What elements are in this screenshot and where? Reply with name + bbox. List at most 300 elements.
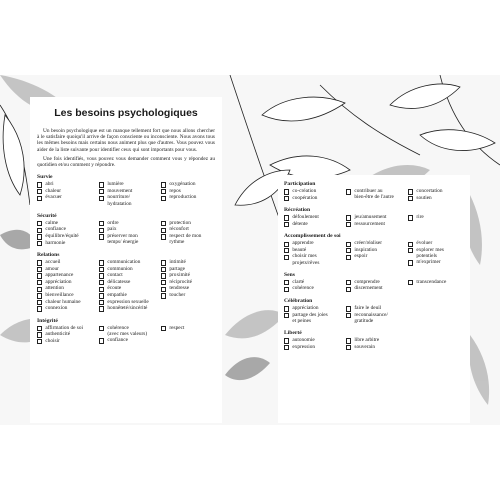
- need-item[interactable]: [284, 337, 346, 344]
- checkbox[interactable]: [99, 267, 104, 272]
- checkbox[interactable]: [284, 280, 289, 285]
- needs-section: [284, 233, 464, 266]
- checkbox[interactable]: [408, 196, 413, 201]
- need-item[interactable]: [37, 338, 99, 345]
- checkbox[interactable]: [408, 260, 413, 265]
- need-item[interactable]: [37, 331, 99, 338]
- leaf-outline: [262, 97, 345, 121]
- needs-column: [161, 220, 223, 246]
- need-label: réciprocité: [169, 278, 193, 285]
- need-label: expression sexuelle: [107, 298, 149, 305]
- needs-grid: [37, 325, 215, 345]
- need-label: préserver mon temps/ énergie: [107, 232, 139, 246]
- needs-column: [99, 220, 161, 246]
- need-label: autonomie: [292, 337, 315, 344]
- checkbox[interactable]: [99, 221, 104, 226]
- need-label: souverain: [354, 343, 375, 350]
- checkbox[interactable]: [161, 196, 166, 201]
- leaf-outline: [3, 115, 24, 195]
- checkbox[interactable]: [37, 287, 42, 292]
- need-item[interactable]: [99, 272, 161, 279]
- need-item[interactable]: [346, 253, 408, 260]
- need-label: jeu/amusement: [354, 214, 387, 221]
- need-item[interactable]: [284, 221, 346, 228]
- checkbox[interactable]: [284, 255, 289, 260]
- needs-column: [99, 259, 161, 312]
- need-label: paix: [107, 226, 117, 233]
- need-label: apprendre: [292, 240, 314, 247]
- need-item[interactable]: [161, 266, 223, 273]
- need-label: calme: [45, 219, 59, 226]
- needs-column: [408, 214, 470, 227]
- need-item[interactable]: [37, 226, 99, 233]
- needs-section: [284, 298, 464, 324]
- need-label: toucher: [169, 291, 186, 298]
- left-needs-list: [37, 174, 215, 344]
- need-item[interactable]: [284, 188, 346, 195]
- checkbox[interactable]: [99, 182, 104, 187]
- need-label: partage des joies et peines: [292, 311, 328, 324]
- need-label: appréciation: [45, 278, 72, 285]
- need-item[interactable]: [99, 325, 161, 337]
- need-label: expression: [292, 343, 316, 350]
- need-item[interactable]: [37, 285, 99, 292]
- checkbox[interactable]: [284, 248, 289, 253]
- checkbox[interactable]: [284, 196, 289, 201]
- need-item[interactable]: [37, 279, 99, 286]
- needs-column: [284, 214, 346, 227]
- needs-column: [161, 259, 223, 312]
- checkbox[interactable]: [408, 215, 413, 220]
- need-label: contribuer au bien-être de l'autre: [354, 188, 394, 201]
- need-item[interactable]: [37, 233, 99, 240]
- needs-column: [346, 337, 408, 350]
- checkbox[interactable]: [99, 300, 104, 305]
- need-item[interactable]: [37, 194, 99, 201]
- need-label: protection: [169, 219, 191, 226]
- need-label: empathie: [107, 291, 127, 298]
- need-item[interactable]: [408, 279, 470, 286]
- need-item[interactable]: [37, 299, 99, 306]
- need-label: harmonie: [45, 239, 66, 246]
- checkbox[interactable]: [284, 189, 289, 194]
- checkbox[interactable]: [346, 215, 351, 220]
- need-item[interactable]: [161, 272, 223, 279]
- need-label: communion: [107, 265, 133, 272]
- checkbox[interactable]: [37, 273, 42, 278]
- checkbox[interactable]: [37, 300, 42, 305]
- need-item[interactable]: [284, 279, 346, 286]
- checkbox[interactable]: [99, 280, 104, 285]
- need-item[interactable]: [99, 299, 161, 306]
- checkbox[interactable]: [161, 293, 166, 298]
- checkbox[interactable]: [161, 326, 166, 331]
- checkbox[interactable]: [346, 338, 351, 343]
- checkbox[interactable]: [37, 293, 42, 298]
- leaf-shaded: [225, 310, 285, 338]
- need-label: amour: [45, 265, 59, 272]
- need-label: rire: [416, 214, 424, 221]
- needs-column: [37, 181, 99, 207]
- need-label: proximité: [169, 272, 190, 279]
- need-item[interactable]: [346, 247, 408, 254]
- needs-section: [284, 181, 464, 201]
- need-item[interactable]: [346, 285, 408, 292]
- needs-section: [284, 330, 464, 350]
- need-item[interactable]: [99, 266, 161, 273]
- checkbox[interactable]: [37, 241, 42, 246]
- need-label: co-création: [292, 188, 317, 194]
- need-label: appréciation: [292, 305, 319, 312]
- need-label: beauté: [292, 246, 307, 253]
- need-item[interactable]: [99, 279, 161, 286]
- need-label: faire le deuil: [354, 305, 382, 312]
- need-label: authenticité: [45, 331, 71, 338]
- checkbox[interactable]: [99, 196, 104, 201]
- checkbox[interactable]: [346, 345, 351, 350]
- needs-grid: [37, 220, 215, 246]
- need-label: discernement: [354, 285, 383, 292]
- checkbox[interactable]: [161, 260, 166, 265]
- need-item[interactable]: [408, 195, 470, 202]
- need-label: ressourcement: [354, 220, 385, 227]
- needs-section: [37, 174, 215, 207]
- need-item[interactable]: [346, 312, 408, 324]
- checkbox[interactable]: [161, 182, 166, 187]
- need-label: intimité: [169, 259, 186, 266]
- checkbox[interactable]: [37, 332, 42, 337]
- need-label: lumière: [107, 181, 124, 188]
- checkbox[interactable]: [99, 260, 104, 265]
- need-label: évoluer: [416, 240, 433, 247]
- need-item[interactable]: [284, 214, 346, 221]
- checkbox[interactable]: [284, 345, 289, 350]
- checkbox[interactable]: [37, 326, 42, 331]
- need-item[interactable]: [408, 214, 470, 221]
- need-item[interactable]: [284, 195, 346, 202]
- need-label: défoulement: [292, 214, 319, 221]
- needs-grid: [284, 214, 464, 227]
- intro-paragraph: Un besoin psychologique est un manque tellement fort que nous allons chercher à le satisfaire quoiqu'il arrive de façon consciente ou inconsciente. Nous avons tous les mêmes besoins mais certains nous animent plus que d'autres. Vous pouvez vous aider de la liste suivante pour identifier ceux qui sont importants pour vous.: [37, 128, 215, 153]
- checkbox[interactable]: [346, 255, 351, 260]
- section-title: Relations: [37, 252, 60, 259]
- need-item[interactable]: [284, 312, 346, 324]
- section-title: Sens: [284, 271, 295, 278]
- checkbox[interactable]: [284, 287, 289, 292]
- need-label: mouvement: [107, 187, 133, 194]
- checkbox[interactable]: [161, 267, 166, 272]
- checkbox[interactable]: [161, 221, 166, 226]
- checkbox[interactable]: [346, 189, 351, 194]
- needs-section: [37, 252, 215, 312]
- needs-column: [346, 188, 408, 201]
- need-item[interactable]: [99, 292, 161, 299]
- need-item[interactable]: [161, 194, 223, 201]
- need-item[interactable]: [37, 188, 99, 195]
- right-page: [278, 175, 470, 423]
- needs-column: [408, 337, 470, 350]
- checkbox[interactable]: [37, 228, 42, 233]
- checkbox[interactable]: [284, 313, 289, 318]
- need-label: confiance: [45, 226, 66, 233]
- need-label: abri: [45, 181, 54, 188]
- checkbox[interactable]: [99, 273, 104, 278]
- right-needs-list: [284, 181, 464, 350]
- page-title: Les besoins psychologiques: [54, 107, 198, 119]
- need-label: réconfort: [169, 226, 189, 233]
- need-item[interactable]: [408, 247, 470, 259]
- needs-column: [284, 188, 346, 201]
- needs-column: [346, 240, 408, 266]
- need-item[interactable]: [161, 292, 223, 299]
- need-item[interactable]: [161, 279, 223, 286]
- needs-grid: [284, 337, 464, 350]
- checkbox[interactable]: [99, 306, 104, 311]
- needs-column: [37, 220, 99, 246]
- need-label: explorer mes potentiels: [416, 246, 444, 260]
- checkbox[interactable]: [408, 189, 413, 194]
- needs-column: [346, 305, 408, 324]
- need-label: bienveillance: [45, 291, 74, 298]
- need-label: confiance: [107, 337, 128, 344]
- need-item[interactable]: [284, 285, 346, 292]
- needs-column: [284, 240, 346, 266]
- needs-grid: [37, 259, 215, 312]
- checkbox[interactable]: [99, 293, 104, 298]
- checkbox[interactable]: [346, 280, 351, 285]
- need-item[interactable]: [161, 325, 223, 332]
- need-item[interactable]: [37, 305, 99, 312]
- need-item[interactable]: [99, 305, 161, 312]
- checkbox[interactable]: [346, 306, 351, 311]
- need-item[interactable]: [346, 214, 408, 221]
- needs-column: [408, 240, 470, 266]
- needs-grid: [37, 181, 215, 207]
- need-item[interactable]: [408, 188, 470, 195]
- need-item[interactable]: [37, 325, 99, 332]
- checkbox[interactable]: [408, 242, 413, 247]
- needs-column: [284, 337, 346, 350]
- need-item[interactable]: [37, 292, 99, 299]
- checkbox[interactable]: [37, 267, 42, 272]
- needs-section: [37, 318, 215, 345]
- need-label: chaleur humaine: [45, 298, 81, 305]
- checkbox[interactable]: [284, 215, 289, 220]
- checkbox[interactable]: [99, 287, 104, 292]
- needs-column: [408, 305, 470, 324]
- checkbox[interactable]: [37, 182, 42, 187]
- needs-column: [161, 181, 223, 207]
- need-label: tendresse: [169, 285, 190, 292]
- need-label: détente: [292, 220, 308, 227]
- checkbox[interactable]: [37, 221, 42, 226]
- checkbox[interactable]: [408, 280, 413, 285]
- needs-column: [37, 325, 99, 345]
- needs-column: [346, 279, 408, 292]
- leaf-outline: [390, 84, 460, 108]
- need-label: délicatesse: [107, 278, 131, 285]
- need-item[interactable]: [346, 188, 408, 200]
- need-label: ordre: [107, 219, 119, 226]
- checkbox[interactable]: [37, 306, 42, 311]
- needs-grid: [284, 305, 464, 324]
- need-label: évacuer: [45, 194, 62, 201]
- need-label: respect de mon rythme: [169, 232, 202, 246]
- need-item[interactable]: [99, 226, 161, 233]
- checkbox[interactable]: [37, 189, 42, 194]
- section-title: Survie: [37, 174, 53, 181]
- need-item[interactable]: [346, 279, 408, 286]
- need-label: connexion: [45, 305, 68, 312]
- needs-column: [99, 325, 161, 345]
- need-item[interactable]: [161, 188, 223, 195]
- need-item[interactable]: [99, 337, 161, 344]
- checkbox[interactable]: [37, 339, 42, 344]
- need-item[interactable]: [99, 259, 161, 266]
- checkbox[interactable]: [346, 222, 351, 227]
- needs-grid: [284, 279, 464, 292]
- need-item[interactable]: [99, 233, 161, 245]
- need-label: reproduction: [169, 194, 197, 201]
- section-title: Sécurité: [37, 212, 57, 219]
- needs-column: [99, 181, 161, 207]
- left-page: [30, 97, 222, 423]
- need-label: soutien: [416, 194, 432, 201]
- checkbox[interactable]: [161, 234, 166, 239]
- need-item[interactable]: [37, 272, 99, 279]
- checkbox[interactable]: [161, 189, 166, 194]
- need-item[interactable]: [346, 221, 408, 228]
- book-spread: [0, 75, 500, 425]
- needs-column: [284, 279, 346, 292]
- need-label: comprendre: [354, 278, 380, 285]
- need-item[interactable]: [161, 285, 223, 292]
- needs-column: [346, 214, 408, 227]
- checkbox[interactable]: [99, 228, 104, 233]
- need-item[interactable]: [99, 194, 161, 206]
- need-label: communication: [107, 259, 141, 266]
- need-item[interactable]: [37, 259, 99, 266]
- need-label: respect: [169, 324, 185, 331]
- needs-column: [161, 325, 223, 345]
- need-item[interactable]: [37, 240, 99, 247]
- checkbox[interactable]: [346, 248, 351, 253]
- checkbox[interactable]: [37, 196, 42, 201]
- checkbox[interactable]: [161, 280, 166, 285]
- checkbox[interactable]: [37, 280, 42, 285]
- need-label: cohérence (avec mes valeurs): [107, 324, 148, 337]
- checkbox[interactable]: [99, 338, 104, 343]
- section-title: Récréation: [284, 207, 311, 214]
- need-item[interactable]: [37, 181, 99, 188]
- needs-section: [284, 207, 464, 227]
- need-label: choisir mes projets/rêves: [292, 253, 320, 266]
- checkbox[interactable]: [99, 189, 104, 194]
- checkbox[interactable]: [161, 287, 166, 292]
- need-label: chaleur: [45, 187, 61, 194]
- section-title: Intégrité: [37, 317, 58, 324]
- need-label: créer/réaliser: [354, 240, 383, 247]
- leaf-outline: [420, 130, 495, 151]
- intro-paragraph: Une fois identifiés, vous pouvez vous demander comment vous y répondez au quotidien et/ou comment y répondre.: [37, 155, 215, 169]
- need-item[interactable]: [346, 344, 408, 351]
- need-item[interactable]: [161, 226, 223, 233]
- checkbox[interactable]: [99, 234, 104, 239]
- need-label: reconnaissance/ gratitude: [354, 311, 388, 324]
- section-title: Liberté: [284, 330, 302, 337]
- need-label: coopération: [292, 194, 318, 201]
- need-item[interactable]: [161, 181, 223, 188]
- need-item[interactable]: [99, 285, 161, 292]
- need-label: contact: [107, 272, 123, 279]
- need-item[interactable]: [284, 253, 346, 265]
- need-item[interactable]: [161, 259, 223, 266]
- need-label: cohérence: [292, 285, 314, 292]
- checkbox[interactable]: [284, 222, 289, 227]
- need-item[interactable]: [408, 240, 470, 247]
- checkbox[interactable]: [346, 242, 351, 247]
- checkbox[interactable]: [99, 326, 104, 331]
- need-item[interactable]: [284, 305, 346, 312]
- need-item[interactable]: [346, 305, 408, 312]
- need-item[interactable]: [99, 181, 161, 188]
- need-label: clarté: [292, 278, 305, 285]
- checkbox[interactable]: [284, 242, 289, 247]
- need-label: équilibre/équité: [45, 232, 79, 239]
- checkbox[interactable]: [408, 248, 413, 253]
- checkbox[interactable]: [37, 234, 42, 239]
- need-label: libre arbitre: [354, 337, 380, 344]
- need-label: espoir: [354, 253, 368, 260]
- need-label: transcendance: [416, 278, 447, 285]
- leaf-dark: [225, 357, 270, 380]
- need-item[interactable]: [408, 259, 470, 266]
- need-label: choisir: [45, 337, 60, 344]
- need-label: accueil: [45, 259, 61, 266]
- leaf-shaded: [469, 335, 489, 405]
- checkbox[interactable]: [161, 273, 166, 278]
- checkbox[interactable]: [346, 313, 351, 318]
- need-label: concertation: [416, 188, 443, 194]
- checkbox[interactable]: [346, 287, 351, 292]
- need-label: affirmation de soi: [45, 324, 83, 331]
- section-title: Participation: [284, 181, 316, 187]
- need-label: appartenance: [45, 272, 74, 279]
- checkbox[interactable]: [37, 260, 42, 265]
- need-label: inspiration: [354, 246, 378, 253]
- need-item[interactable]: [346, 337, 408, 344]
- checkbox[interactable]: [161, 228, 166, 233]
- needs-column: [408, 279, 470, 292]
- need-label: oxygénation: [169, 181, 196, 188]
- need-item[interactable]: [161, 233, 223, 245]
- need-item[interactable]: [99, 220, 161, 227]
- needs-column: [408, 188, 470, 201]
- needs-column: [284, 305, 346, 324]
- checkbox[interactable]: [284, 338, 289, 343]
- need-item[interactable]: [99, 188, 161, 195]
- checkbox[interactable]: [284, 306, 289, 311]
- need-label: écoute: [107, 285, 122, 292]
- need-item[interactable]: [284, 240, 346, 247]
- needs-section: [37, 213, 215, 246]
- need-item[interactable]: [284, 344, 346, 351]
- needs-grid: [284, 188, 464, 201]
- need-item[interactable]: [37, 266, 99, 273]
- needs-grid: [284, 240, 464, 266]
- need-item[interactable]: [346, 240, 408, 247]
- need-item[interactable]: [284, 247, 346, 254]
